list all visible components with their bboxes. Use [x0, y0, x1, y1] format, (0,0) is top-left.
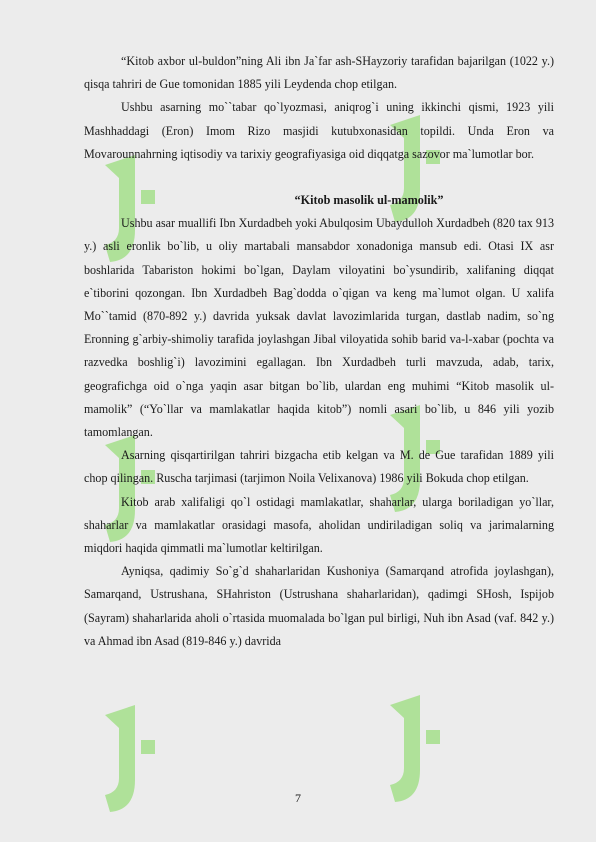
paragraph: Ushbu asar muallifi Ibn Xurdadbeh yoki Abulqosim Ubaydulloh Xurdadbeh (820 tax 913 y.) asli eronlik bo`lib, u oliy martabali mansabdor xonadoniga mansub edi. Otasi IX asr boshlarida Tabariston hokimi bo`lgan, Daylam viloyatini bo`ysundirib, xalifaning diqqat e`tiborini qozongan. Ibn Xurdadbeh Bag`dodda o`qigan va keng ma`lumot olgan. U xalifa Mo``tamid (870-892 y.) davrida yuksak davlat lavozimlarida turgan, dastlab nadim, so`ng Eronning g`arbiy-shimoliy tarafida joylashgan Jibal viloyatida sohib barid va-l-xabar (pochta va razvedka boshlig`i) lavozimini egallagan. Ibn Xurdadbeh turli mavzuda, adab, tarix, geografichga oid o`nga yaqin asar bitgan bo`lib, ulardan eng muhimi “Kitob masolik ul-mamolik” (“Yo`llar va mamlakatlar haqida kitob”) nomli asari bo`lib, u 846 yili yozib tamomlangan.: [84, 216, 554, 440]
paragraph: Ushbu asarning mo``tabar qo`lyozmasi, aniqrog`i uning ikkinchi qismi, 1923 yili Mashhaddagi (Eron) Imom Rizo masjidi kutubxonasidan topildi. Unda Eron va Movarounnahrning iqtisodiy va tarixiy geografiyasiga oid diqqatga sazovor ma`lumotlar bor.: [84, 100, 554, 161]
page-body: [84, 50, 554, 653]
section-heading: “Kitob masolik ul-mamolik”: [294, 193, 444, 208]
paragraph: Kitob arab xalifaligi qo`l ostidagi mamlakatlar, shaharlar, ularga boriladigan yo`llar, shaharlar va mamlakatlar orasidagi masofa, aholidan undiriladigan soliq va jarimalarning miqdori haqida qimmatli ma`lumotlar keltirilgan.: [84, 494, 554, 556]
page-number: 7: [295, 791, 301, 805]
paragraph: Asarning qisqartirilgan tahriri bizgacha etib kelgan va M. de Gue tarafidan 1889 yili chop qilingan. Ruscha tarjimasi (tarjimon Noila Velixanova) 1986 yili Bokuda chop etilgan.: [84, 448, 554, 486]
paragraph: Ayniqsa, qadimiy So`g`d shaharlaridan Kushoniya (Samarqand atrofida joylashgan), Samarqand, Ustrushana, SHahriston (Ustrushana shaharlaridan), qadimgi SHosh, Ispijob (Sayram) shaharlarida aholi o`rtasida muomalada bo`lgan pul birligi, Nuh ibn Asad (vaf. 842 y.) va Ahmad ibn Asad (819-846 y.) davrida: [84, 564, 554, 648]
paragraph: “Kitob axbor ul-buldon”ning Ali ibn Ja`far ash-SHayzoriy tarafidan bajarilgan (1022 y.) qisqa tahriri de Gue tomonidan 1885 yili Leydenda chop etilgan.: [84, 54, 554, 92]
